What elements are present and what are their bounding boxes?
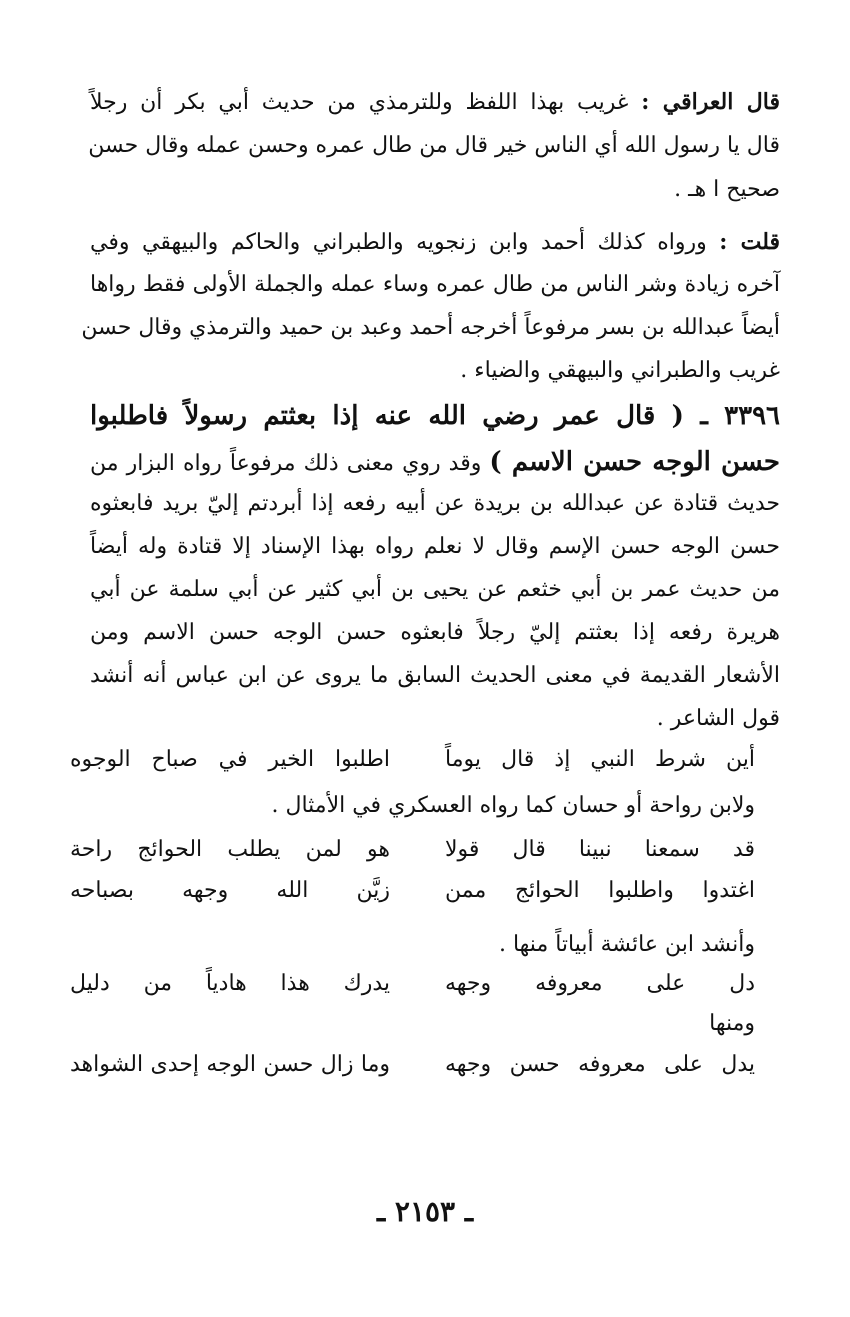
- verse-3-first-hemistich: اغتدوا واطلبوا الحوائج ممن: [445, 878, 755, 903]
- verse-4-first-hemistich: دل على معروفه وجهه: [445, 971, 755, 996]
- p1-line-2: قال يا رسول الله أي الناس خير قال من طال عمره وحسن عمله وقال حسن: [88, 133, 780, 158]
- verse-5-first-hemistich: يدل على معروفه حسن وجهه: [445, 1052, 755, 1077]
- p1-line-1: [90, 82, 780, 122]
- p1-line-3: صحيح ا هـ .: [674, 177, 780, 202]
- p3-line-1-text: وقد روي معنى ذلك مرفوعاً رواه البزار من: [90, 451, 482, 476]
- p3-line-2: حديث قتادة عن عبدالله بن بريدة عن أبيه رفعه إذا أبردتم إليّ بريد فابعثوه: [90, 491, 780, 516]
- p2-line-3: أيضاً عبدالله بن بسر مرفوعاً أخرجه أحمد وعبد بن حميد والترمذي وقال حسن: [81, 315, 780, 340]
- verse-5-second-hemistich: وما زال حسن الوجه إحدى الشواهد: [70, 1052, 390, 1077]
- p1-line-1-text: غريب بهذا اللفظ وللترمذي من حديث أبي بكر أن رجلاً: [90, 90, 629, 115]
- p2-line-1: [90, 222, 780, 262]
- hadith-heading-line-2: حسن الوجه حسن الاسم ): [489, 447, 781, 477]
- verse-3-second-hemistich: زيَّن الله وجهه بصباحه: [70, 878, 390, 903]
- verse-1-first-hemistich: أين شرط النبي إذ قال يوماً: [445, 747, 755, 772]
- p1-label: قال العراقي :: [641, 89, 780, 115]
- poetry-intro-2: ولابن رواحة أو حسان كما رواه العسكري في الأمثال .: [271, 793, 755, 818]
- p2-line-2: آخره زيادة وشر الناس من طال عمره وساء عمله والجملة الأولى فقط رواها: [90, 272, 780, 297]
- p3-line-5: هريرة رفعه إذا بعثتم إليّ رجلاً فابعثوه حسن الوجه حسن الاسم ومن: [90, 620, 781, 645]
- p3-line-1: [90, 442, 780, 482]
- verse-2-first-hemistich: قد سمعنا نبينا قال قولا: [445, 837, 755, 862]
- p3-line-4: من حديث عمر بن أبي خثعم عن يحيى بن أبي كثير عن أبي سلمة عن أبي: [90, 577, 780, 602]
- page-number: ـ ٢١٥٣ ـ: [376, 1195, 474, 1228]
- p3-line-7: قول الشاعر .: [656, 706, 780, 731]
- verse-2-second-hemistich: هو لمن يطلب الحوائج راحة: [70, 837, 390, 862]
- poetry-intro-3: وأنشد ابن عائشة أبياتاً منها .: [498, 932, 755, 957]
- hadith-heading-line-1: ٣٣٩٦ ـ ( قال عمر رضي الله عنه إذا بعثتم رسولاً فاطلبوا: [90, 401, 780, 431]
- p2-label: قلت :: [719, 229, 780, 255]
- verse-4-second-hemistich: يدرك هذا هادياً من دليل: [70, 971, 390, 996]
- verse-1-second-hemistich: اطلبوا الخير في صباح الوجوه: [70, 747, 390, 772]
- p2-line-1-text: ورواه كذلك أحمد وابن زنجويه والطبراني والحاكم والبيهقي وفي: [90, 230, 707, 255]
- p3-line-6: الأشعار القديمة في معنى الحديث السابق ما يروى عن ابن عباس أنه أنشد: [90, 663, 780, 688]
- p2-line-4: غريب والطبراني والبيهقي والضياء .: [460, 358, 780, 383]
- p3-line-3: حسن الوجه حسن الإسم وقال لا نعلم رواه بهذا الإسناد إلا قتادة وله أيضاً: [90, 534, 780, 559]
- poetry-intro-4: ومنها: [709, 1011, 755, 1036]
